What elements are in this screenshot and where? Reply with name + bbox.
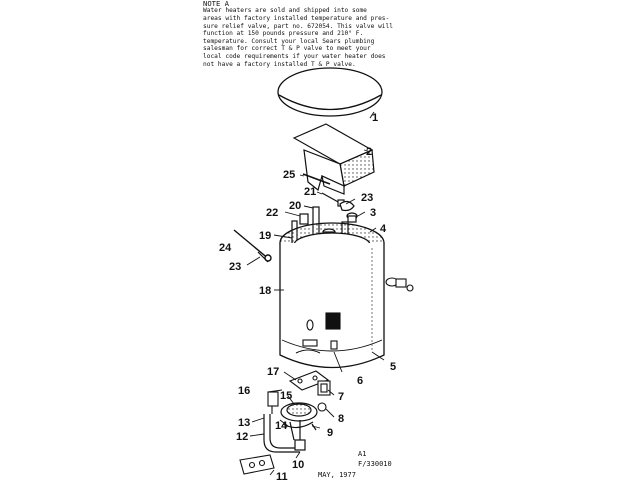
- note-line: salesman for correct T & P valve to meet your: [203, 45, 371, 53]
- callout-14: 14: [275, 420, 288, 432]
- ref-a1: A1: [358, 450, 367, 458]
- valve-16: [268, 392, 278, 414]
- note-line: function at 150 pounds pressure and 210° F.: [203, 30, 364, 38]
- callout-23-lower: 23: [229, 261, 242, 273]
- callout-2: 2: [366, 146, 373, 158]
- callout-11: 11: [276, 471, 288, 480]
- callout-24: 24: [219, 242, 232, 254]
- callout-4: 4: [380, 223, 387, 235]
- note-line: local code requirements if your water heater does: [203, 52, 386, 60]
- callout-19: 19: [259, 230, 272, 242]
- ref-part-number: F/330010: [358, 460, 392, 468]
- callout-25: 25: [283, 169, 296, 181]
- access-door-11: [240, 455, 274, 474]
- nipple-3: [347, 213, 357, 222]
- callout-13: 13: [238, 417, 251, 429]
- callout-1: 1: [372, 112, 379, 124]
- callout-8: 8: [338, 413, 345, 425]
- callout-3: 3: [370, 207, 377, 219]
- callout-5: 5: [390, 361, 397, 373]
- callout-12: 12: [236, 431, 249, 443]
- note-line: temperature. Consult your local Sears plumbing: [203, 37, 375, 45]
- callout-21: 21: [304, 186, 317, 198]
- fitting-23-upper: [340, 201, 354, 210]
- callout-6: 6: [357, 375, 364, 387]
- note-line: not have a factory installed T & P valve.: [203, 60, 356, 68]
- note-line: sure relief valve, part no. 672054. This valve will: [203, 22, 393, 30]
- note-line: areas with factory installed temperature and pres-: [203, 15, 390, 22]
- callout-17: 17: [267, 366, 280, 378]
- note-line: Water heaters are sold and shipped into some: [203, 7, 367, 15]
- callout-18: 18: [259, 285, 272, 297]
- callout-20: 20: [289, 200, 302, 212]
- thermostat-parts: [318, 381, 330, 411]
- callout-7: 7: [338, 391, 345, 403]
- footer-reference: [318, 450, 392, 479]
- callout-22: 22: [266, 207, 279, 219]
- callout-9: 9: [327, 427, 334, 439]
- callout-23-upper: 23: [361, 192, 374, 204]
- top-cover-disc: [278, 68, 382, 116]
- callout-16: 16: [238, 385, 251, 397]
- draft-hood: [294, 124, 374, 194]
- ref-date: MAY, 1977: [318, 471, 356, 479]
- callout-15: 15: [280, 390, 293, 402]
- relief-valve-fitting: [386, 278, 413, 291]
- callout-10: 10: [292, 459, 305, 471]
- note-title: NOTE A: [203, 0, 229, 8]
